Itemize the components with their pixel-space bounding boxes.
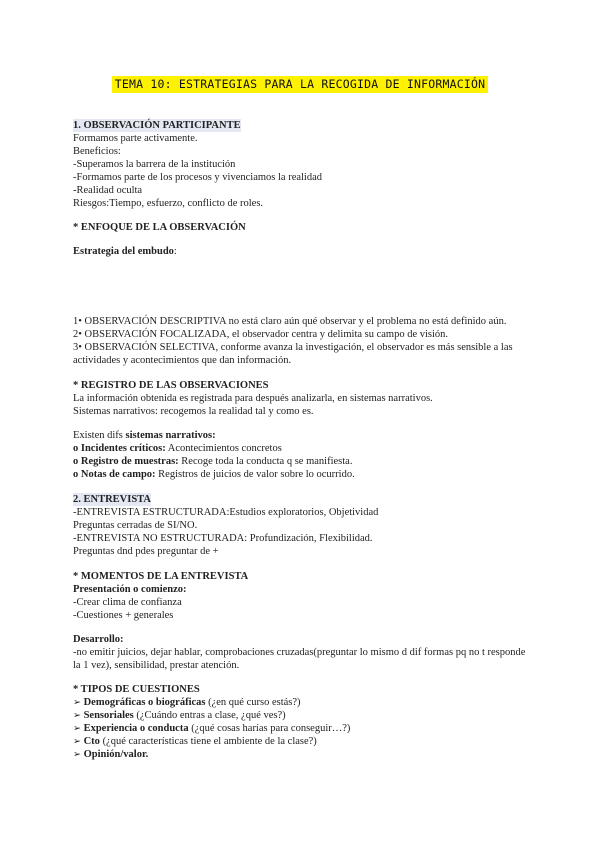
momentos-line: -Crear clima de confianza bbox=[73, 597, 182, 608]
s2-line: -ENTREVISTA NO ESTRUCTURADA: Profundización, Flexibilidad. bbox=[73, 533, 373, 544]
section-2-heading: 2. ENTREVISTA bbox=[73, 494, 151, 505]
arrow-bullet-icon: ➢ bbox=[73, 697, 81, 708]
title-container bbox=[0, 76, 600, 93]
tipos-item: ➢ Cto (¿qué características tiene el ambiente de la clase?) bbox=[73, 736, 317, 747]
enfoque-item: 1• OBSERVACIÓN DESCRIPTIVA no está claro aún qué observar y el problema no está definido aún. bbox=[73, 316, 507, 327]
registro-option: o Notas de campo: Registros de juicios de valor sobre lo ocurrido. bbox=[73, 469, 355, 480]
s2-line: Preguntas dnd pdes preguntar de + bbox=[73, 546, 219, 557]
arrow-bullet-icon: ➢ bbox=[73, 749, 81, 760]
registro-line: Existen difs sistemas narrativos: bbox=[73, 430, 216, 441]
s1-line: -Superamos la barrera de la institución bbox=[73, 159, 236, 170]
tipos-item: ➢ Opinión/valor. bbox=[73, 749, 149, 760]
momentos-heading: * MOMENTOS DE LA ENTREVISTA bbox=[73, 571, 249, 582]
registro-option: o Registro de muestras: Recoge toda la conducta q se manifiesta. bbox=[73, 456, 353, 467]
tipos-item: ➢ Sensoriales (¿Cuándo entras a clase, ¿qué ves?) bbox=[73, 710, 286, 721]
registro-line: Sistemas narrativos: recogemos la realidad tal y como es. bbox=[73, 406, 314, 417]
registro-option: o Incidentes críticos: Acontecimientos concretos bbox=[73, 443, 282, 454]
estrategia-line: Estrategia del embudo: bbox=[73, 246, 177, 257]
section-1-heading: 1. OBSERVACIÓN PARTICIPANTE bbox=[73, 120, 241, 131]
s1-line: -Realidad oculta bbox=[73, 185, 143, 196]
s2-line: -ENTREVISTA ESTRUCTURADA:Estudios exploratorios, Objetividad bbox=[73, 507, 379, 518]
arrow-bullet-icon: ➢ bbox=[73, 736, 81, 747]
s1-line: Riesgos:Tiempo, esfuerzo, conflicto de roles. bbox=[73, 198, 264, 209]
enfoque-item: 2• OBSERVACIÓN FOCALIZADA, el observador centra y delimita su campo de visión. bbox=[73, 329, 449, 340]
tipos-item: ➢ Demográficas o biográficas (¿en qué curso estás?) bbox=[73, 697, 301, 708]
momentos-sub-presentacion: Presentación o comienzo: bbox=[73, 584, 187, 595]
registro-heading: * REGISTRO DE LAS OBSERVACIONES bbox=[73, 380, 269, 391]
s2-line: Preguntas cerradas de SI/NO. bbox=[73, 520, 198, 531]
arrow-bullet-icon: ➢ bbox=[73, 710, 81, 721]
s1-line: Beneficios: bbox=[73, 146, 121, 157]
enfoque-item: 3• OBSERVACIÓN SELECTIVA, conforme avanza la investigación, el observador es más sensible a las actividades y acontecimientos que dan información. bbox=[73, 342, 513, 366]
momentos-line: -Cuestiones + generales bbox=[73, 610, 174, 621]
momentos-line: -no emitir juicios, dejar hablar, comprobaciones cruzadas(preguntar lo mismo d dif formas pq no t responde la 1 vez), sensibilidad, prestar atención. bbox=[73, 647, 526, 671]
tipos-item: ➢ Experiencia o conducta (¿qué cosas harías para conseguir…?) bbox=[73, 723, 351, 734]
enfoque-heading: * ENFOQUE DE LA OBSERVACIÓN bbox=[73, 222, 246, 233]
registro-line: La información obtenida es registrada para después analizarla, en sistemas narrativos. bbox=[73, 393, 433, 404]
arrow-bullet-icon: ➢ bbox=[73, 723, 81, 734]
s1-line: Formamos parte activamente. bbox=[73, 133, 198, 144]
document-body bbox=[73, 119, 533, 761]
estrategia-label: Estrategia del embudo bbox=[73, 246, 174, 257]
s1-line: -Formamos parte de los procesos y vivenciamos la realidad bbox=[73, 172, 323, 183]
tipos-heading: * TIPOS DE CUESTIONES bbox=[73, 684, 200, 695]
momentos-sub-desarrollo: Desarrollo: bbox=[73, 634, 124, 645]
document-title: TEMA 10: ESTRATEGIAS PARA LA RECOGIDA DE INFORMACIÓN bbox=[112, 76, 488, 93]
